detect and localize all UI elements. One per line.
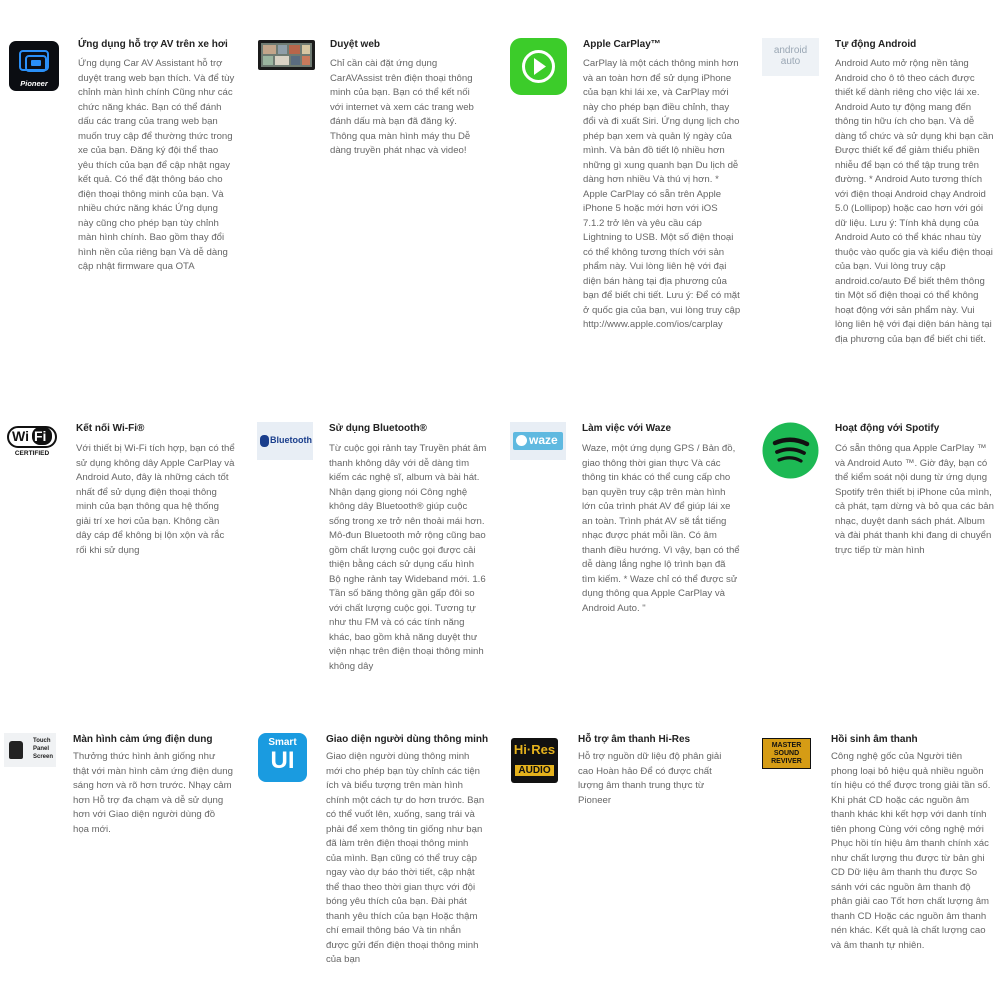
audio-logo-text: AUDIO	[515, 765, 554, 776]
wifi-logo-fi-text: Fi	[34, 428, 47, 444]
feature-title: Hồi sinh âm thanh	[831, 734, 918, 745]
feature-description: CarPlay là một cách thông minh hơn và an toàn hơn để sử dụng iPhone của bạn khi lái xe, và CarPlay mới này cho phép bạn điều chỉnh, thay đổi và đi xuất Siri. Ứng dụng lịch cho phép bạn xem và quản lý ngày của mình. Và bản đồ tiết lộ nhiều hơn những gì xung quanh bạn Du lịch dễ dàng hơn nhiều Và thú vị hơn. * Apple CarPlay có sẵn trên Apple iPhone 5 hoặc mới hơn với iOS 7.1.2 trở lên và yêu cầu cáp Lightning to USB. Một số điện thoại có thể không tương thích với sản phẩm này. Vui lòng liên hệ với đại diện bán hàng tại địa phương của bạn để biết chi tiết. Lưu ý: Để có mặt ở quốc gia của bạn, vui lòng truy cập http://www.apple.com/ios/carplay	[583, 58, 741, 330]
master-logo-text: MASTER	[771, 742, 802, 749]
apple-carplay-icon	[510, 38, 567, 95]
hi-res-audio-icon	[511, 738, 558, 783]
feature-bluetooth	[257, 422, 502, 692]
screen-logo-text: Screen	[33, 754, 54, 760]
car-av-assistant-icon	[9, 41, 59, 91]
feature-title: Ứng dụng hỗ trợ AV trên xe hơi	[78, 39, 228, 50]
waze-icon	[510, 422, 566, 460]
wifi-certified-icon	[7, 426, 57, 460]
feature-smart-ui	[258, 733, 503, 983]
feature-title: Sử dụng Bluetooth®	[329, 423, 427, 434]
bluetooth-symbol-icon	[260, 435, 269, 447]
waze-face-icon	[516, 435, 527, 446]
feature-wifi	[7, 422, 252, 582]
feature-description: Android Auto mở rộng nền tảng Android cho ô tô theo cách được thiết kế dành riêng cho việc lái xe. Android Auto tự động mang đến thông tin hữu ích cho bạn. Và dễ dàng tổ chức và sử dụng khi bạn cần Được thiết kế để giảm thiểu phiền nhiễu để bạn có thể tập trung trên đường. * Android Auto tương thích với điện thoại Android chạy Android 5.0 (Lollipop) hoặc cao hơn với gói dữ liệu. Lưu ý: Tính khả dụng của Android Auto có thể khác nhau tùy thuộc vào quốc gia và kiểu điện thoại của bạn. Vui lòng truy cập android.co/auto Để biết thêm thông tin Một số điện thoại có thể không hoạt động với sản phẩm này. Vui lòng liên hệ với đại diện bán hàng tại địa phương của bạn để biết chi tiết.	[835, 58, 994, 345]
wifi-certified-text: CERTIFIED	[14, 450, 50, 457]
feature-sound-reviver	[762, 733, 1000, 983]
wifi-logo-wi: Wi	[12, 428, 29, 444]
ui-logo-text: UI	[270, 747, 295, 774]
feature-touch-screen	[4, 733, 249, 843]
feature-car-av-assistant	[9, 38, 254, 308]
bluetooth-logo-text: Bluetooth	[270, 435, 312, 445]
feature-title: Giao diện người dùng thông minh	[326, 734, 489, 745]
web-browse-screen-icon	[258, 40, 315, 70]
feature-title: Làm việc với Waze	[582, 423, 671, 434]
feature-android-auto	[762, 38, 1000, 378]
android-auto-icon	[762, 38, 819, 76]
smart-ui-icon	[258, 733, 307, 782]
feature-description: Với thiết bị Wi-Fi tích hợp, bạn có thể sử dụng không dây Apple CarPlay và Android Auto, đây là những cách tốt nhất để sử dụng điện thoại thông minh của bạn thông qua hệ thống giải trí xe hơi của bạn. Không cần dây cáp để không bị lộn xộn và rắc rối khi sử dụng	[76, 443, 235, 556]
waze-logo-text: waze	[529, 433, 558, 447]
feature-web-browse	[258, 38, 503, 198]
feature-title: Duyệt web	[330, 39, 381, 50]
spotify-icon	[762, 422, 819, 479]
panel-logo-text: Panel	[33, 746, 50, 752]
touch-panel-screen-icon	[4, 733, 56, 767]
feature-spotify	[762, 422, 1000, 582]
feature-description: Thưởng thức hình ảnh giống như thật với màn hình cảm ứng điện dung sáng hơn và rõ hơn trước. Nhạy cảm hơn Hỗ trợ đa chạm và dễ sử dụng hơn với Giao diện người dùng đồ họa mới.	[73, 751, 233, 835]
sound-logo-text: SOUND	[773, 750, 800, 757]
reviver-logo-text: REVIVER	[771, 758, 802, 765]
feature-hi-res	[511, 733, 756, 823]
feature-description: Hỗ trợ nguồn dữ liệu độ phân giải cao Hoàn hảo Để có được chất lượng âm thanh trung thực từ Pioneer	[578, 751, 722, 806]
touch-logo-text: Touch	[33, 738, 51, 744]
feature-description: Waze, một ứng dụng GPS / Bản đồ, giao thông thời gian thực Và các thông tin khác có thể cung cấp cho bạn quyền truy cập trên màn hình lớn của trình phát AV để giúp lái xe an toàn. Trình phát AV sẽ tắt tiếng nhạc được phát mỗi lần. Có âm thanh điều hướng. Vì vậy, bạn có thể dễ dàng lắng nghe lộ trình bạn đã tìm kiếm. * Waze chỉ có thể được sử dụng thông qua Apple CarPlay và Android Auto. "	[582, 443, 740, 614]
hand-pointer-icon	[9, 741, 23, 759]
feature-description: Có sẵn thông qua Apple CarPlay ™ và Android Auto ™. Giờ đây, bạn có thể kiểm soát nội dung từ ứng dụng Spotify trên thiết bị iPhone của mình, cả phát, tạm dừng và bỏ qua các bản nhạc, duyệt danh sách phát. Album và đài phát thanh khi đang di chuyển trực tiếp từ màn hình	[835, 443, 994, 556]
feature-title: Hỗ trợ âm thanh Hi-Res	[578, 734, 691, 745]
feature-apple-carplay	[510, 38, 755, 368]
bluetooth-icon	[257, 422, 313, 460]
pioneer-logo-text: Pioneer	[20, 79, 48, 88]
smart-logo-text: Smart	[268, 737, 297, 748]
feature-description: Chỉ cần cài đặt ứng dụng CarAVAssist trên điện thoại thông minh của bạn. Bạn có thể kết nối với internet và xem các trang web đánh dấu mà bạn đã đăng ký. Thông qua màn hình máy thu Dễ dàng truyền phát nhạc và video!	[330, 58, 474, 156]
feature-description: Từ cuộc gọi rảnh tay Truyền phát âm thanh không dây với dễ dàng tìm kiếm các nghệ sĩ, album và bài hát. Nhận dạng giọng nói Công nghệ không dây Bluetooth® giúp cuộc sống trong xe trở nên thoải mái hơn. Mô-đun Bluetooth mở rộng cũng bao gồm chất lượng cuộc gọi được cải thiện bằng cách sử dụng cấu hình Bộ nghe rảnh tay Wideband mới. 1.6 Tần số băng thông gần gấp đôi so với chất lượng cuộc gọi. Tương tự như thu FM và có các tính năng khác, bao gồm khả năng duyệt thư viện nhạc trên điện thoại thông minh không dây	[329, 443, 487, 672]
hi-res-logo-text: Hi·Res	[513, 742, 556, 757]
feature-description: Công nghệ gốc của Người tiên phong loại bỏ hiệu quả nhiều nguồn tín hiệu có thể được trong giải tần số. Khi phát CD hoặc các nguồn âm thanh khác khi kết hợp với danh tính tiên phong Cùng với công nghệ mới Phục hồi tín hiệu âm thanh chính xác như chất lượng thu được từ bản ghi CD Dữ liệu âm thanh thu được So sánh với các nguồn âm thanh độ phân giải cao Tốt hơn chất lượng âm thanh CD Hoặc các nguồn âm thanh nén khác. Kết quả là chất lượng cao và âm thanh tự nhiên.	[831, 751, 991, 951]
feature-title: Tự động Android	[835, 39, 917, 50]
master-sound-reviver-icon	[762, 738, 811, 769]
auto-logo-text: auto	[780, 56, 801, 67]
feature-title: Apple CarPlay™	[583, 39, 661, 50]
android-logo-text: android	[773, 45, 808, 56]
feature-waze	[510, 422, 755, 632]
feature-title: Kết nối Wi-Fi®	[76, 423, 145, 434]
feature-description: Giao diện người dùng thông minh mới cho phép bạn tùy chỉnh các tiện ích và biểu tượng trên màn hình chính một cách tự do hơn trước. Bạn có thể vuốt lên, xuống, sang trái và phải để xem thông tin giống như bạn đã làm trên điện thoại thông minh của mình. Bạn cũng có thể truy cập ngay vào dự báo thời tiết, cập nhật thể thao theo thời gian thực với đội bóng yêu thích của bạn. Đài phát thanh yêu thích của bạn Hoặc thậm chí email thông báo Và tin nhắn được gửi đến điện thoại thông minh của bạn	[326, 751, 485, 965]
feature-description: Ứng dụng Car AV Assistant hỗ trợ duyệt trang web bạn thích. Và để tùy chỉnh màn hình chính Cũng như các chức năng khác. Bạn có thể đánh dấu các trang của trang web bạn muốn truy cập để thường thức trong xe của bạn. Đăng ký đội thể thao yêu thích của bạn để cập nhật ngay kết quả. Có thể đặt thông báo cho điện thoại thông minh của bạn. Và nhiều chức năng khác Ứng dụng này cũng cho phép bạn tùy chỉnh màn hình chính. Bao gồm thay đổi hình nền của riêng bạn Và dễ dàng cập nhật firmware qua OTA	[78, 58, 235, 272]
feature-title: Hoạt động với Spotify	[835, 423, 940, 434]
feature-title: Màn hình cảm ứng điện dung	[73, 734, 213, 745]
